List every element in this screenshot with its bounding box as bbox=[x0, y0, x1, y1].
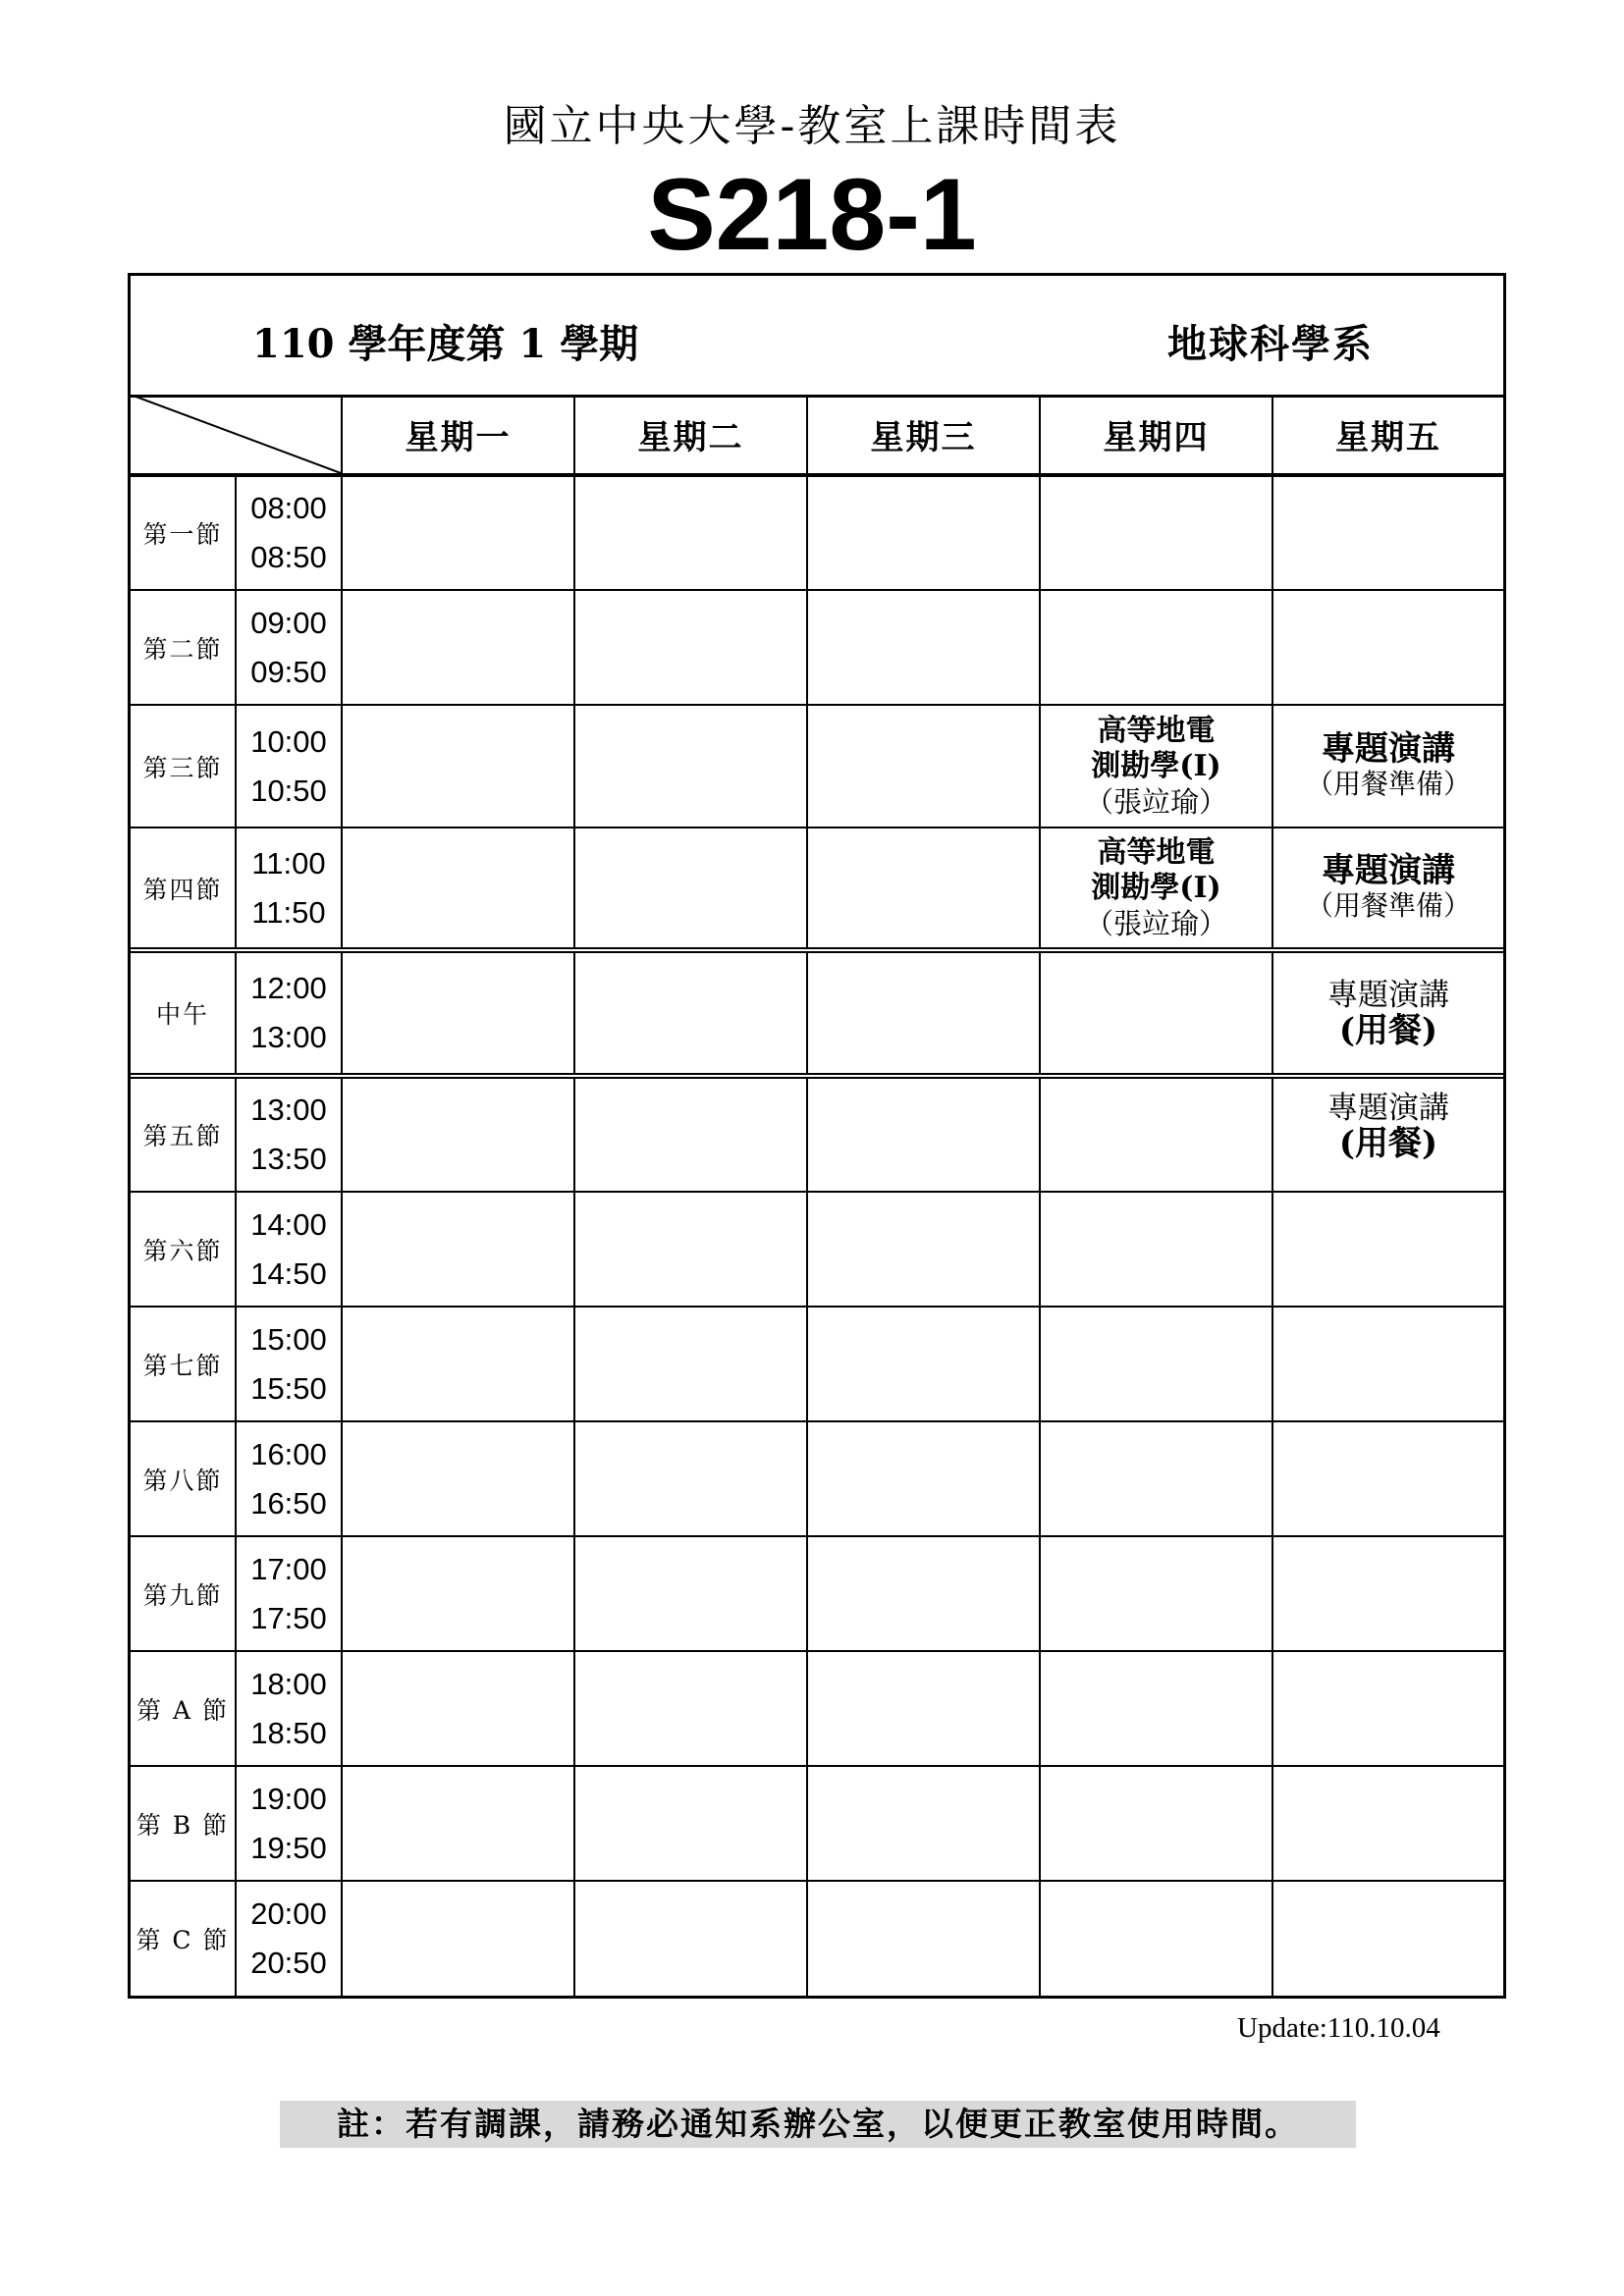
course-name: 專題演講 bbox=[1327, 978, 1449, 1013]
cell-thu bbox=[1040, 1881, 1272, 1996]
cell-wed bbox=[807, 1536, 1040, 1651]
cell-thu bbox=[1040, 1766, 1272, 1881]
corner-cell bbox=[131, 395, 342, 475]
course-note: （用餐準備） bbox=[1305, 767, 1471, 800]
period-name: 第一節 bbox=[131, 475, 236, 590]
course-name-line1: 高等地電 bbox=[1097, 834, 1216, 870]
period-time bbox=[236, 705, 342, 828]
period-row bbox=[131, 1881, 1503, 1996]
day-header-fri: 星期五 bbox=[1272, 395, 1503, 475]
cell-tue bbox=[574, 1421, 807, 1536]
period-name: 第九節 bbox=[131, 1536, 236, 1651]
cell-thu bbox=[1040, 1076, 1272, 1192]
cell-tue bbox=[574, 950, 807, 1076]
course-cell-thu-p3 bbox=[1040, 705, 1272, 828]
period-start: 17:00 bbox=[250, 1551, 327, 1586]
period-time bbox=[236, 1192, 342, 1307]
cell-mon bbox=[342, 1307, 574, 1421]
course-note: (用餐) bbox=[1338, 1011, 1438, 1050]
day-header-tue: 星期二 bbox=[574, 395, 807, 475]
noon-row bbox=[131, 950, 1503, 1076]
period-start: 19:00 bbox=[250, 1781, 327, 1816]
period-end: 18:50 bbox=[250, 1715, 327, 1750]
course-name: 專題演講 bbox=[1327, 1091, 1449, 1126]
period-name: 第七節 bbox=[131, 1307, 236, 1421]
period-time bbox=[236, 1651, 342, 1766]
period-end: 19:50 bbox=[250, 1830, 327, 1865]
cell-wed bbox=[807, 475, 1040, 590]
cell-wed bbox=[807, 1307, 1040, 1421]
period-end: 10:50 bbox=[250, 773, 327, 808]
cell-tue bbox=[574, 475, 807, 590]
period-time bbox=[236, 828, 342, 950]
cell-thu bbox=[1040, 475, 1272, 590]
period-start: 18:00 bbox=[250, 1666, 327, 1701]
period-end: 13:50 bbox=[250, 1142, 327, 1176]
course-name-line2: 測勘學(I) bbox=[1091, 748, 1221, 783]
cell-thu bbox=[1040, 1421, 1272, 1536]
cell-fri bbox=[1272, 590, 1503, 705]
cell-wed bbox=[807, 1076, 1040, 1192]
day-header-mon: 星期一 bbox=[342, 395, 574, 475]
cell-tue bbox=[574, 1076, 807, 1192]
cell-mon bbox=[342, 475, 574, 590]
day-header-thu: 星期四 bbox=[1040, 395, 1272, 475]
cell-thu bbox=[1040, 1536, 1272, 1651]
period-name: 第 A 節 bbox=[131, 1651, 236, 1766]
cell-thu bbox=[1040, 1307, 1272, 1421]
period-name: 中午 bbox=[131, 950, 236, 1076]
period-time bbox=[236, 950, 342, 1076]
timetable-sheet bbox=[128, 273, 1506, 1999]
period-name: 第五節 bbox=[131, 1076, 236, 1192]
cell-wed bbox=[807, 1651, 1040, 1766]
period-time bbox=[236, 1536, 342, 1651]
course-cell-thu-p4 bbox=[1040, 828, 1272, 950]
cell-wed bbox=[807, 1881, 1040, 1996]
cell-wed bbox=[807, 950, 1040, 1076]
cell-mon bbox=[342, 828, 574, 950]
cell-thu bbox=[1040, 950, 1272, 1076]
cell-thu bbox=[1040, 1651, 1272, 1766]
cell-tue bbox=[574, 1651, 807, 1766]
cell-tue bbox=[574, 1192, 807, 1307]
footer-note: 註：若有調課，請務必通知系辦公室，以便更正教室使用時間。 bbox=[280, 2101, 1356, 2148]
period-name: 第 B 節 bbox=[131, 1766, 236, 1881]
period-name: 第 C 節 bbox=[131, 1881, 236, 1996]
cell-mon bbox=[342, 705, 574, 828]
department-label: 地球科學系 bbox=[1167, 321, 1374, 367]
course-teacher: （張竝瑜） bbox=[1084, 906, 1227, 940]
cell-fri bbox=[1272, 1307, 1503, 1421]
period-row bbox=[131, 475, 1503, 590]
period-row bbox=[131, 1076, 1503, 1192]
course-name: 專題演講 bbox=[1322, 850, 1455, 890]
semester-label: 110 學年度第 1 學期 bbox=[252, 321, 639, 367]
cell-mon bbox=[342, 590, 574, 705]
room-code: S218-1 bbox=[647, 158, 977, 272]
page-title: 國立中央大學-教室上課時間表 bbox=[503, 101, 1121, 151]
cell-wed bbox=[807, 705, 1040, 828]
period-start: 09:00 bbox=[250, 605, 327, 640]
cell-mon bbox=[342, 1421, 574, 1536]
cell-wed bbox=[807, 590, 1040, 705]
course-cell-fri-p5 bbox=[1272, 1076, 1503, 1192]
period-start: 20:00 bbox=[250, 1896, 327, 1931]
cell-wed bbox=[807, 1766, 1040, 1881]
cell-tue bbox=[574, 705, 807, 828]
cell-wed bbox=[807, 828, 1040, 950]
course-name-line2: 測勘學(I) bbox=[1091, 870, 1221, 905]
period-row bbox=[131, 1307, 1503, 1421]
period-time bbox=[236, 1307, 342, 1421]
course-teacher: （張竝瑜） bbox=[1084, 784, 1227, 819]
cell-tue bbox=[574, 590, 807, 705]
cell-mon bbox=[342, 1192, 574, 1307]
period-row bbox=[131, 590, 1503, 705]
diagonal-line bbox=[131, 395, 341, 473]
period-time bbox=[236, 1881, 342, 1996]
cell-thu bbox=[1040, 590, 1272, 705]
period-time bbox=[236, 1076, 342, 1192]
cell-fri bbox=[1272, 1766, 1503, 1881]
cell-fri bbox=[1272, 1651, 1503, 1766]
cell-thu bbox=[1040, 1192, 1272, 1307]
period-end: 08:50 bbox=[250, 540, 327, 574]
period-row bbox=[131, 1421, 1503, 1536]
timetable-banner bbox=[131, 276, 1503, 398]
course-cell-fri-p3 bbox=[1272, 705, 1503, 828]
period-end: 11:50 bbox=[251, 894, 326, 930]
period-end: 14:50 bbox=[250, 1255, 327, 1291]
cell-mon bbox=[342, 1881, 574, 1996]
period-end: 20:50 bbox=[250, 1946, 327, 1980]
period-end: 17:50 bbox=[250, 1600, 327, 1635]
period-row bbox=[131, 828, 1503, 950]
cell-tue bbox=[574, 1766, 807, 1881]
course-name: 專題演講 bbox=[1322, 728, 1455, 769]
period-start: 11:00 bbox=[251, 845, 326, 881]
cell-tue bbox=[574, 1881, 807, 1996]
cell-mon bbox=[342, 1651, 574, 1766]
period-end: 13:00 bbox=[250, 1020, 327, 1054]
period-start: 12:00 bbox=[250, 971, 327, 1005]
period-row bbox=[131, 1766, 1503, 1881]
cell-wed bbox=[807, 1421, 1040, 1536]
cell-fri bbox=[1272, 1881, 1503, 1996]
cell-tue bbox=[574, 1536, 807, 1651]
course-cell-fri-noon bbox=[1272, 950, 1503, 1076]
cell-fri bbox=[1272, 475, 1503, 590]
period-time bbox=[236, 590, 342, 705]
course-name-line1: 高等地電 bbox=[1097, 713, 1216, 748]
day-header-wed: 星期三 bbox=[807, 395, 1040, 475]
cell-mon bbox=[342, 1536, 574, 1651]
day-header-row bbox=[131, 395, 1503, 475]
course-note: (用餐) bbox=[1338, 1124, 1438, 1163]
cell-fri bbox=[1272, 1192, 1503, 1307]
period-start: 14:00 bbox=[250, 1206, 327, 1242]
period-start: 15:00 bbox=[250, 1321, 327, 1357]
cell-fri bbox=[1272, 1536, 1503, 1651]
period-end: 15:50 bbox=[250, 1370, 327, 1406]
period-row bbox=[131, 705, 1503, 828]
cell-mon bbox=[342, 1766, 574, 1881]
cell-mon bbox=[342, 1076, 574, 1192]
period-name: 第三節 bbox=[131, 705, 236, 828]
cell-tue bbox=[574, 828, 807, 950]
update-date: Update:110.10.04 bbox=[1237, 2012, 1440, 2044]
period-name: 第六節 bbox=[131, 1192, 236, 1307]
cell-tue bbox=[574, 1307, 807, 1421]
period-row bbox=[131, 1651, 1503, 1766]
cell-mon bbox=[342, 950, 574, 1076]
period-name: 第二節 bbox=[131, 590, 236, 705]
period-start: 10:00 bbox=[250, 723, 327, 759]
period-time bbox=[236, 1766, 342, 1881]
period-end: 16:50 bbox=[250, 1485, 327, 1521]
period-end: 09:50 bbox=[250, 654, 327, 689]
period-time bbox=[236, 475, 342, 590]
period-row bbox=[131, 1536, 1503, 1651]
timetable-grid bbox=[131, 395, 1503, 1996]
cell-fri bbox=[1272, 1421, 1503, 1536]
period-name: 第八節 bbox=[131, 1421, 236, 1536]
period-start: 08:00 bbox=[250, 491, 327, 525]
period-start: 16:00 bbox=[250, 1436, 327, 1471]
period-start: 13:00 bbox=[250, 1093, 327, 1127]
period-time bbox=[236, 1421, 342, 1536]
period-row bbox=[131, 1192, 1503, 1307]
cell-wed bbox=[807, 1192, 1040, 1307]
period-name: 第四節 bbox=[131, 828, 236, 950]
course-note: （用餐準備） bbox=[1305, 888, 1471, 922]
course-cell-fri-p4 bbox=[1272, 828, 1503, 950]
